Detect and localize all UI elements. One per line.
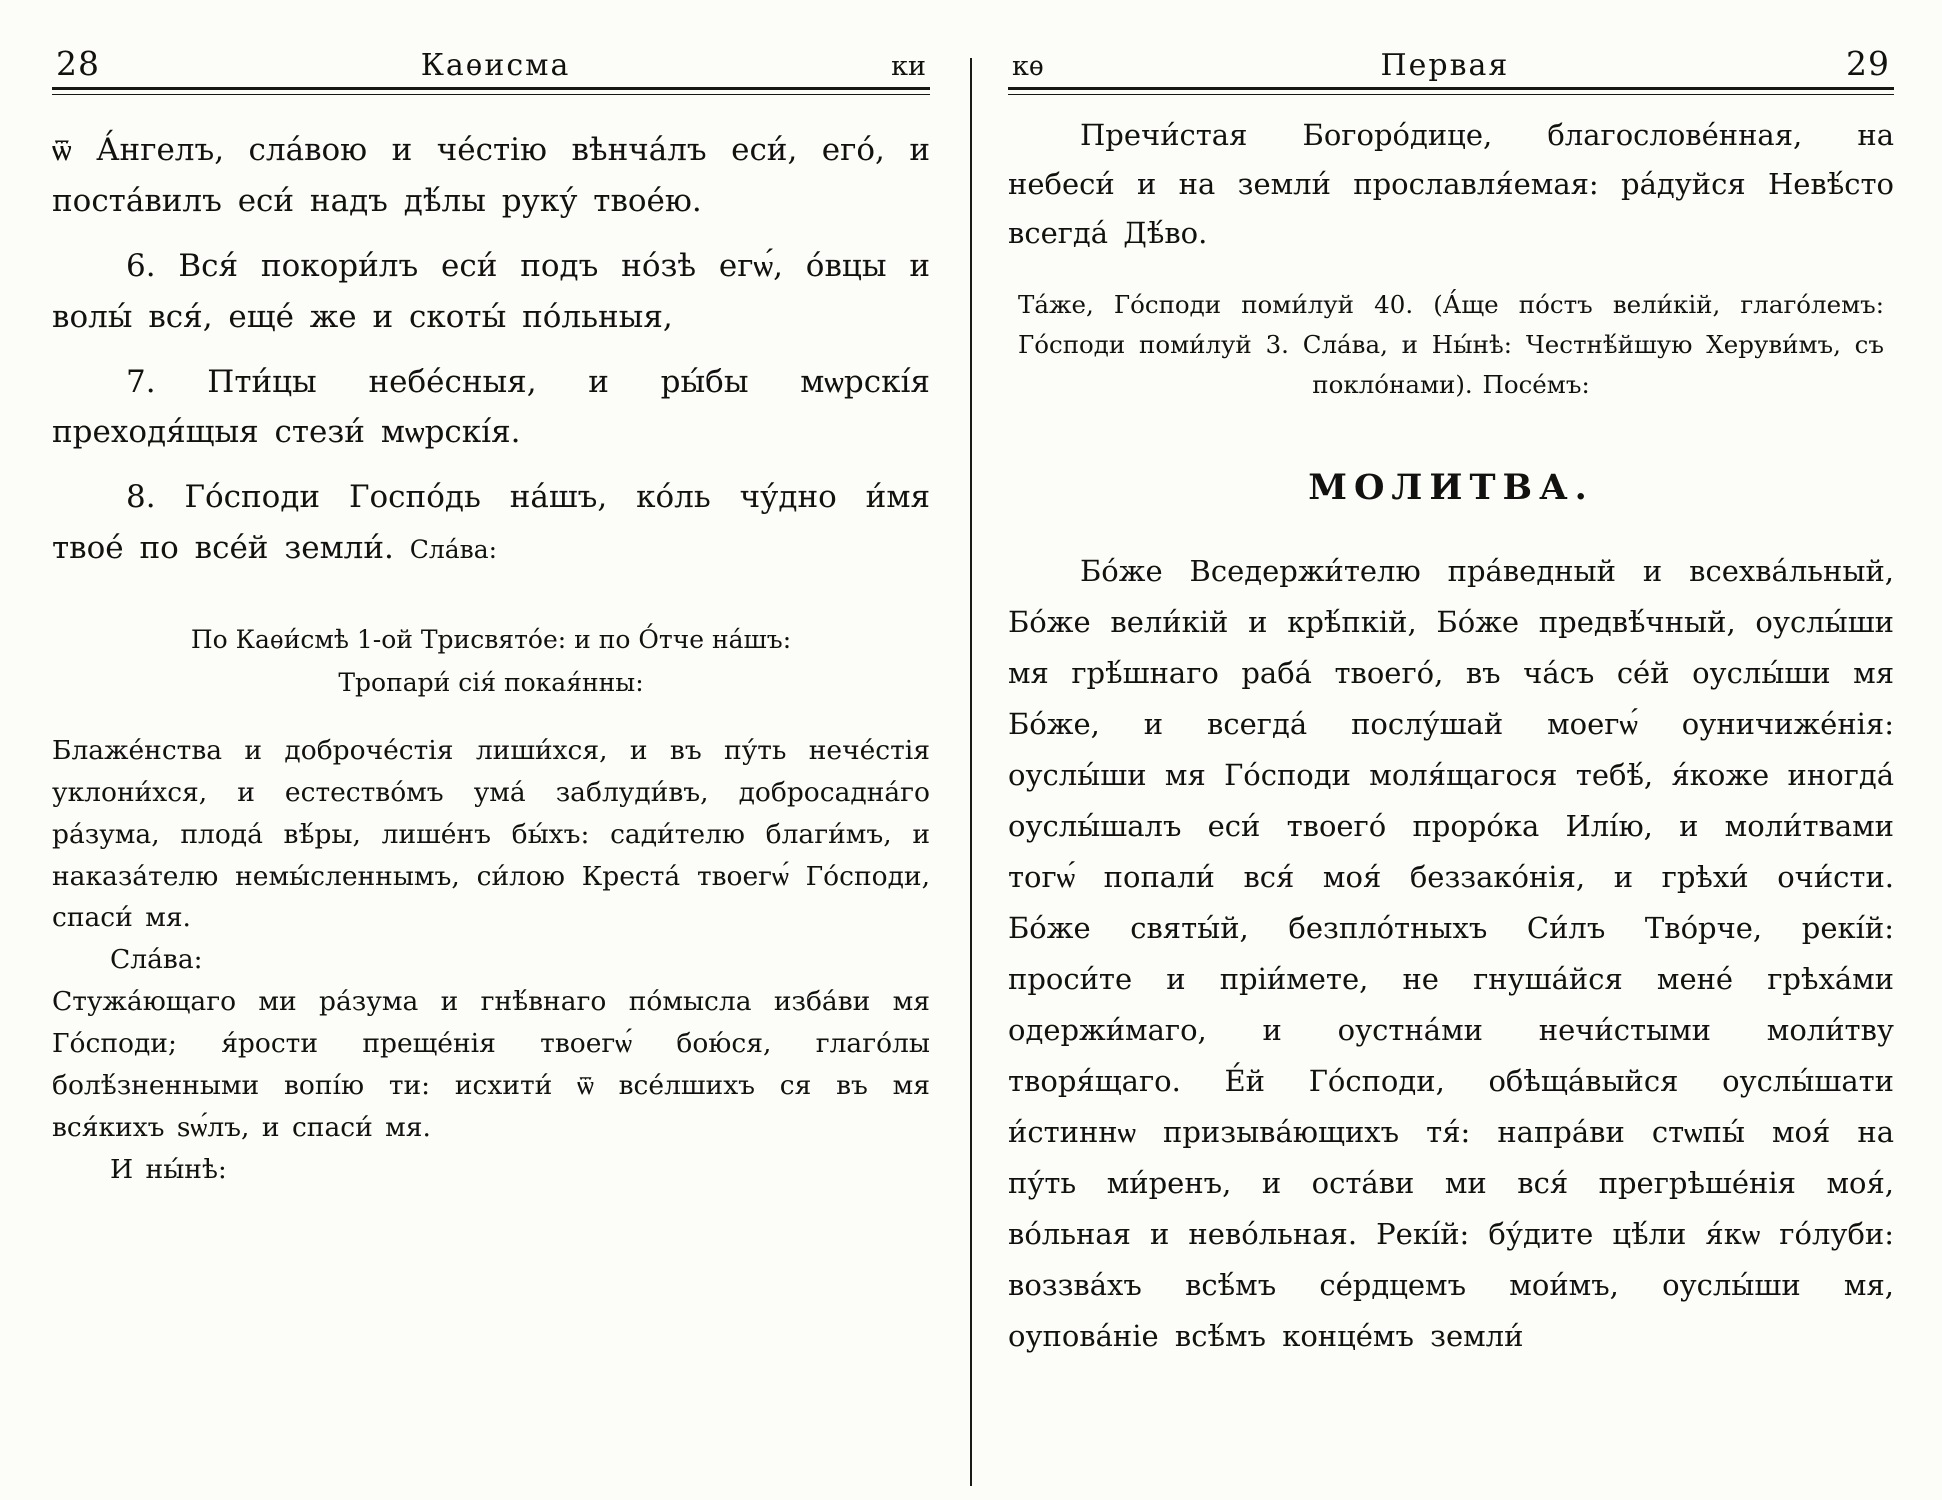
running-title-left: Каѳисма	[420, 48, 571, 83]
page-left-header	[52, 46, 930, 82]
prayer-text: Бо́же Вседержи́телю пра́ведный и всехва́льный, Бо́же вели́кій и крѣ́пкій, Бо́же предвѣ́чный, оуслы́ши мя грѣ́шнаго раба́ твоего́, въ ча́съ се́й оуслы́ши мя Бо́же, и всегда́ послу́шай моегѡ́ оуничиже́нія: оуслы́ши мя Го́споди моля́щагося тебѣ́, я́коже иногда́ оуслы́шалъ еси́ твоего́ проро́ка Илі́ю, и моли́твами тогѡ́ попали́ вся́ моя́ беззако́нія, и грѣхи́ очи́сти. Бо́же святы́й, безпло́тныхъ Си́лъ Тво́рче, рекі́й: проси́те и пріи́мете, не гнуша́йся мене́ грѣха́ми одержи́маго, и оустна́ми нечи́стыми моли́тву творя́щаго. Е́й Го́споди, обѣща́выйся оуслы́шати и́стиннѡ призыва́ющихъ тя́: напра́ви стѡпы́ моя́ на пу́ть ми́ренъ, и оста́ви ми вся́ прегрѣше́нія моя́, во́льная и нево́льная. Рекі́й: бу́дите цѣ́ли я́кѡ го́луби: воззва́хъ всѣ́мъ се́рдцемъ мои́мъ, оуслы́ши мя, оупова́ніе всѣ́мъ конце́мъ земли́	[1008, 553, 1894, 1353]
i-nyne-line: И ны́нѣ:	[110, 1153, 227, 1185]
psalm-verse-8-text: 8. Го́споди Госпо́дь на́шъ, ко́ль чу́дно и́мя твое́ по все́й земли́.	[52, 479, 930, 567]
psalm-verse-6: 6. Вся́ покори́лъ еси́ подъ но́зѣ егѡ́, о́вцы и волы́ вся́, еще́ же и скоты́ по́льныя,	[52, 247, 930, 335]
header-rule-right	[1008, 87, 1894, 95]
page-right-header	[1008, 46, 1894, 82]
theotokion-paragraph: Пречи́стая Богоро́дице, благослове́нная, на небеси́ и на земли́ прославля́емая: ра́дуйся Невѣ́сто всегда́ Дѣ́во.	[1008, 118, 1894, 250]
header-rule-left	[52, 87, 930, 95]
psalm-verse-7: 7. Пти́цы небе́сныя, и ры́бы мѡрскі́я преходя́щыя стези́ мѡрскі́я.	[52, 363, 930, 451]
slava-inline-label: Сла́ва:	[409, 535, 498, 565]
folio-mark-right: кѳ	[1012, 51, 1044, 82]
running-title-right: Первая	[1380, 48, 1510, 83]
page-number-left: 28	[56, 44, 100, 83]
page-number-right: 29	[1846, 44, 1890, 83]
psalm-verse-continuation: ѿ А́нгелъ, сла́вою и че́стію вѣнча́лъ еси́, его́, и поста́вилъ еси́ надъ дѣ́лы руку́ твое́ю.	[52, 132, 930, 220]
troparion-2: Стужа́ющаго ми ра́зума и гнѣ́внаго по́мысла изба́ви мя Го́споди; я́рости преще́нія твоегѡ́ бою́ся, глаго́лы болѣ́зненными вопі́ю ти: исхити́ ѿ все́лшихъ ся въ мя вся́кихъ ѕѡ́лъ, и спаси́ мя.	[52, 986, 930, 1143]
psalm-verse-8	[52, 472, 930, 574]
slava-line: Сла́ва:	[110, 944, 203, 976]
kathisma-rubric-line-2: Тропари́ сія́ покая́нны:	[338, 667, 644, 697]
kathisma-rubric	[52, 618, 930, 704]
instruction-rubric: Та́же, Го́споди поми́луй 40. (А́ще по́стъ вели́кій, глаго́лемъ: Го́споди поми́луй 3. Сла́ва, и Ны́нѣ: Честнѣ́йшую Херуви́мъ, съ покло́нами). Посе́мъ:	[1018, 290, 1884, 399]
kathisma-rubric-line-1: По Каѳи́смѣ 1-ой Трисвято́е: и по О́тче на́шъ:	[190, 624, 792, 654]
page-right	[972, 0, 1942, 1500]
prayer-heading: МОЛИТВА.	[1308, 466, 1594, 508]
troparion-1: Блаже́нства и доброче́стія лиши́хся, и въ пу́ть нече́стія уклони́хся, и естество́мъ ума́ заблуди́въ, добросадна́го ра́зума, плода́ вѣ́ры, лише́нъ бы́хъ: сади́телю благи́мъ, и наказа́телю немы́сленнымъ, си́лою Креста́ твоегѡ́ Го́споди, спаси́ мя.	[52, 734, 930, 934]
folio-mark-left: ки	[891, 51, 926, 82]
page-left	[0, 0, 970, 1500]
